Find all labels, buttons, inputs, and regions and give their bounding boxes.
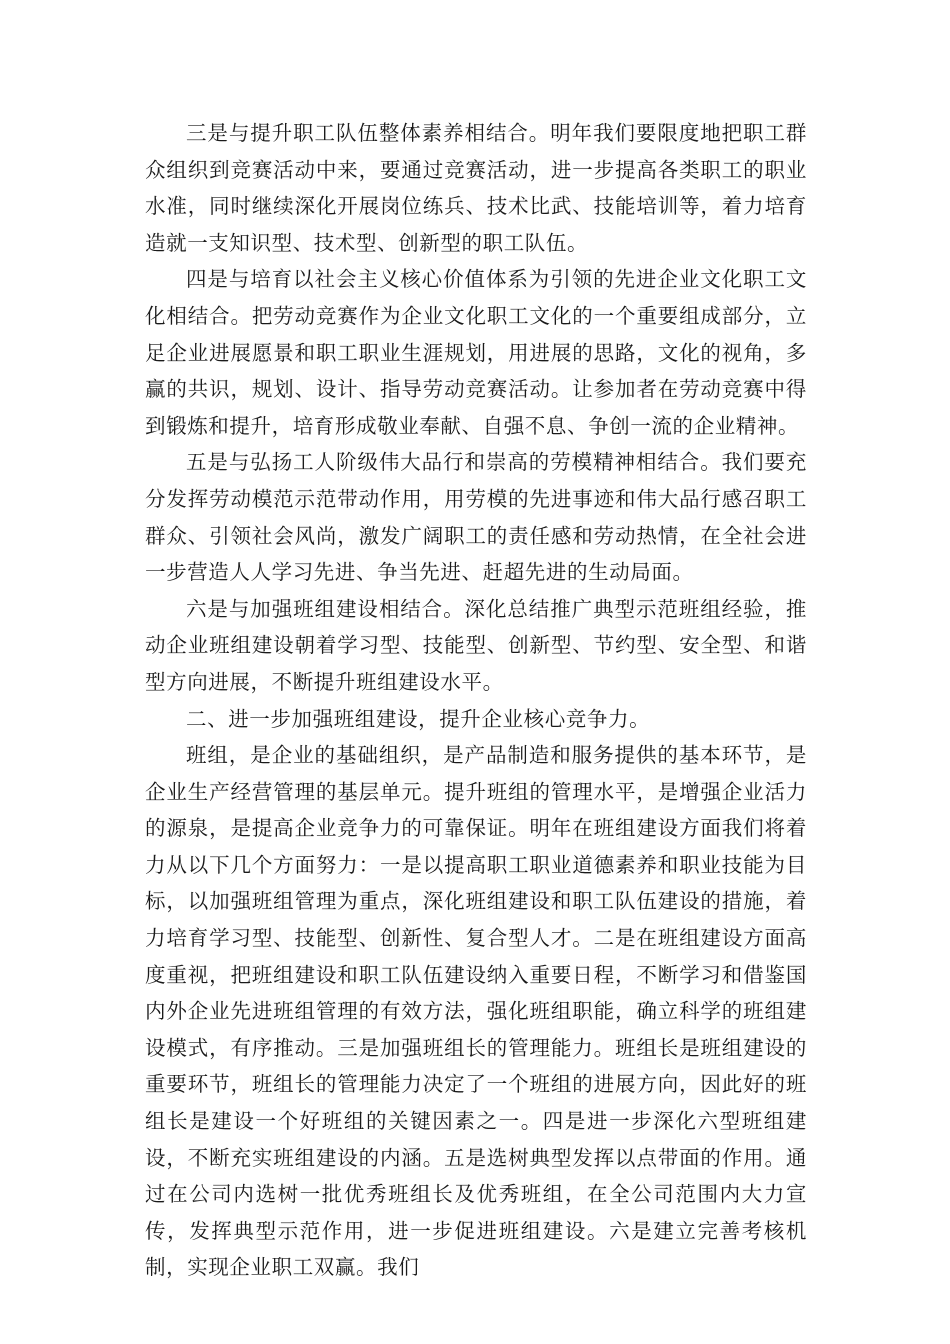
paragraph-point-five: 五是与弘扬工人阶级伟大品行和崇高的劳模精神相结合。我们要充分发挥劳动模范示范带动作用，用劳模的先进事迹和伟大品行感召职工群众、引领社会风尚，激发广阔职工的责任感和劳动热情，在全社会进一步营造人人学习先进、争当先进、赶超先进的生动局面。 xyxy=(145,450,807,585)
paragraph-point-four: 四是与培育以社会主义核心价值体系为引领的先进企业文化职工文化相结合。把劳动竞赛作为企业文化职工文化的一个重要组成部分，立足企业进展愿景和职工职业生涯规划，用进展的思路，文化的视角，多赢的共识，规划、设计、指导劳动竞赛活动。让参加者在劳动竞赛中得到锻炼和提升，培育形成敬业奉献、自强不息、争创一流的企业精神。 xyxy=(145,267,807,438)
document-body xyxy=(145,115,807,1286)
paragraph-point-six: 六是与加强班组建设相结合。深化总结推广典型示范班组经验，推动企业班组建设朝着学习型、技能型、创新型、节约型、安全型、和谐型方向进展，不断提升班组建设水平。 xyxy=(145,596,807,694)
section-heading-two: 二、进一步加强班组建设，提升企业核心竞争力。 xyxy=(186,706,651,731)
paragraph-team-building: 班组，是企业的基础组织，是产品制造和服务提供的基本环节，是企业生产经营管理的基层单元。提升班组的管理水平，是增强企业活力的源泉，是提高企业竞争力的可靠保证。明年在班组建设方面我们将着力从以下几个方面努力：一是以提高职工职业道德素养和职业技能为目标，以加强班组管理为重点，深化班组建设和职工队伍建设的措施，着力培育学习型、技能型、创新性、复合型人才。二是在班组建设方面高度重视，把班组建设和职工队伍建设纳入重要日程，不断学习和借鉴国内外企业先进班组管理的有效方法，强化班组职能，确立科学的班组建设模式，有序推动。三是加强班组长的管理能力。班组长是班组建设的重要环节，班组长的管理能力决定了一个班组的进展方向，因此好的班组长是建设一个好班组的关键因素之一。四是进一步深化六型班组建设，不断充实班组建设的内涵。五是选树典型发挥以点带面的作用。通过在公司内选树一批优秀班组长及优秀班组，在全公司范围内大力宣传，发挥典型示范作用，进一步促进班组建设。六是建立完善考核机制，实现企业职工双赢。我们 xyxy=(145,743,807,1280)
paragraph-point-three: 三是与提升职工队伍整体素养相结合。明年我们要限度地把职工群众组织到竞赛活动中来，要通过竞赛活动，进一步提高各类职工的职业水准，同时继续深化开展岗位练兵、技术比武、技能培训等，着力培育造就一支知识型、技术型、创新型的职工队伍。 xyxy=(145,121,807,255)
